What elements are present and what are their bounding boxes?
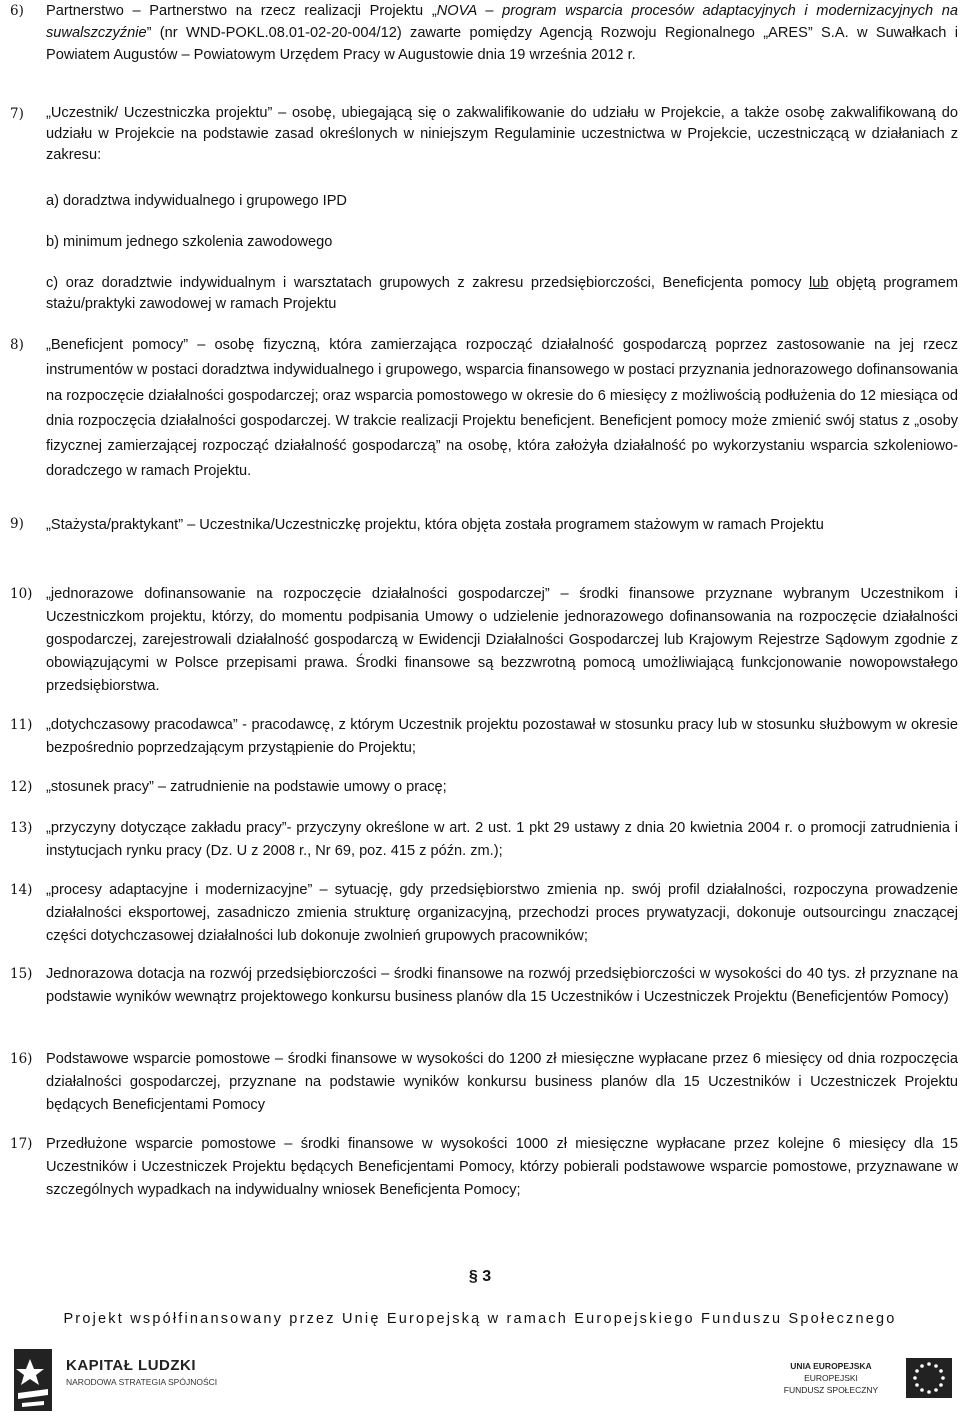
item-number: 15): [10, 966, 33, 982]
item-number: 6): [10, 3, 24, 19]
item-number: 12): [10, 779, 33, 795]
list-item: [10, 776, 958, 799]
item-text: „stosunek pracy” – zatrudnienie na podstawie umowy o pracę;: [46, 779, 447, 795]
eu-flag-icon: [906, 1358, 952, 1398]
list-item: [10, 583, 958, 698]
item-number: 11): [10, 717, 33, 733]
footer-cofinancing-text: Projekt współfinansowany przez Unię Europejską w ramach Europejskiego Funduszu Społecznego: [63, 1311, 897, 1327]
list-item: [10, 103, 958, 166]
list-item: [10, 333, 958, 485]
item-text: „procesy adaptacyjne i modernizacyjne” – sytuację, gdy przedsiębiorstwo zmienia np. swój profil działalności, rozpoczyna prowadzenie działalności eksportowej, zasadniczo zmienia strukturę organizacyjną, przechodzi proces prywatyzacji, dokonuje outsourcingu znaczącej części dotychczasowej działalności lub dokonuje zwolnień grupowych pracowników;: [46, 882, 958, 944]
list-item: [10, 512, 958, 538]
eu-logo-text: UNIA EUROPEJSKA EUROPEJSKI FUNDUSZ SPOŁECZNY: [783, 1361, 879, 1395]
list-item: [10, 1048, 958, 1117]
list-item: [10, 1133, 958, 1202]
item-text: „Beneficjent pomocy” – osobę fizyczną, która zamierzająca rozpocząć działalność gospodarczą poprzez zastosowanie na jej rzecz instrumentów w postaci doradztwa indywidualnego i grupowego, wsparcia finansowego w postaci przyznania jednorazowego dofinansowania na rozpoczęcie działalności gospodarczej; oraz wsparcia pomostowego w okresie do 6 miesięcy z możliwością podłużenia do 12 miesiąca od dnia rozpoczęcia działalności gospodarczej. W trakcie realizacji Projektu beneficjent. Beneficjent pomocy może zmienić swój status z „osoby fizycznej zamierzającej rozpocząć działalność gospodarczą” na osobę, która założyła działalność po wykorzystaniu wsparcia szkoleniowo-doradczego w ramach Projektu.: [46, 337, 958, 480]
list-item: [10, 963, 958, 1009]
kapital-ludzki-logo: [8, 1345, 268, 1415]
list-item: [10, 714, 958, 760]
logo-subtitle: NARODOWA STRATEGIA SPÓJNOŚCI: [66, 1377, 218, 1387]
section-number: § 3: [468, 1268, 492, 1285]
item-number: 8): [10, 337, 24, 353]
logo-title: KAPITAŁ LUDZKI: [66, 1357, 197, 1374]
item-text: Podstawowe wsparcie pomostowe – środki finansowe w wysokości do 1200 zł miesięczne wypłacane przez 6 miesięcy od dnia rozpoczęcia działalności gospodarczej, przyznane na podstawie wyników konkursu business planów dla 15 Uczestników i Uczestniczek Projektu będących Beneficjentami Pomocy: [46, 1051, 958, 1113]
item-text: „dotychczasowy pracodawca” - pracodawcę, z którym Uczestnik projektu pozostawał w stosunku pracy lub w stosunku służbowym w okresie bezpośrednio poprzedzającym przystąpienie do Projektu;: [46, 717, 958, 756]
list-item: [10, 879, 958, 948]
item-number: 17): [10, 1136, 33, 1152]
item-number: 9): [10, 516, 24, 532]
item-number: 16): [10, 1051, 33, 1067]
item-text: „jednorazowe dofinansowanie na rozpoczęcie działalności gospodarczej” – środki finansowe przyznane wybranym Uczestnikom i Uczestniczkom projektu, którzy, do momentu podpisania Umowy o udzielenie jednorazowego dofinansowania na rozpoczęcie działalności gospodarczej, zarejestrowali działalność gospodarczą w Ewidencji Działalności Gospodarczej lub Krajowym Rejestrze Sądowym zgodnie z obowiązującymi w Polsce przepisami prawa. Środki finansowe są bezzwrotną pomocą umożliwiającą funkcjonowanie nowopowstałego przedsiębiorstwa.: [46, 586, 958, 694]
item-number: 13): [10, 820, 33, 836]
item-number: 7): [10, 106, 24, 122]
item-text: „przyczyny dotyczące zakładu pracy”- przyczyny określone w art. 2 ust. 1 pkt 29 ustawy z dnia 20 kwietnia 2004 r. o promocji zatrudnienia i instytucjach rynku pracy (Dz. U z 2008 r., Nr 69, poz. 415 z późn. zm.);: [46, 820, 958, 859]
project-title: NOVA – program wsparcia procesów adaptacyjnych i modernizacyjnych na suwalszczyźnie: [46, 3, 958, 41]
item-text: Przedłużone wsparcie pomostowe – środki finansowe w wysokości 1000 zł miesięczne wypłacane przez kolejne 6 miesięcy dla 15 Uczestników i Uczestniczek Projektu będących Beneficjentami Pomocy, którzy pobierali podstawowe wsparcie pomostowe, przyznawane w szczególnych wypadkach na indywidualny wniosek Beneficjenta Pomocy;: [46, 1136, 958, 1198]
item-number: 10): [10, 586, 33, 602]
item-text: Jednorazowa dotacja na rozwój przedsiębiorczości – środki finansowe na rozwój przedsiębiorczości w wysokości do 40 tys. zł przyznane na podstawie wyników wewnątrz projektowego konkursu business planów dla 15 Uczestników i Uczestniczek Projektu (Beneficjentów Pomocy): [46, 966, 958, 1005]
item-text: „Uczestnik/ Uczestniczka projektu” – osobę, ubiegającą się o zakwalifikowanie do udziału w Projekcie, a także osobę zakwalifikowaną do udziału w Projekcie na podstawie zasad określonych w niniejszym Regulaminie uczestnictwa w Projekcie, uczestniczącą w działaniach z zakresu:: [46, 105, 958, 163]
item-number: 14): [10, 882, 33, 898]
eu-logo: [756, 1358, 956, 1412]
sub-item-c: c) oraz doradztwie indywidualnym i warsztatach grupowych z zakresu przedsiębiorczości, Beneficjenta pomocy lub objętą programem stażu/praktyki zawodowej w ramach Projektu: [46, 275, 958, 312]
list-item: [10, 0, 958, 66]
list-item: [10, 817, 958, 863]
sub-item-a: a) doradztwa indywidualnego i grupowego IPD: [46, 193, 347, 209]
item-text: „Stażysta/praktykant” – Uczestnika/Uczestniczkę projektu, która objęta została programem stażowym w ramach Projektu: [46, 517, 824, 533]
item-text: Partnerstwo – Partnerstwo na rzecz realizacji Projektu „NOVA – program wsparcia procesów adaptacyjnych i modernizacyjnych na suwalszczyźnie” (nr WND-POKL.08.01-02-20-004/12) zawarte pomiędzy Agencją Rozwoju Regionalnego „ARES” S.A. w Suwałkach i Powiatem Augustów – Powiatowym Urzędem Pracy w Augustowie dnia 19 września 2012 r.: [46, 3, 958, 63]
sub-item-b: b) minimum jednego szkolenia zawodowego: [46, 234, 333, 250]
star-figure-icon: [8, 1345, 58, 1415]
